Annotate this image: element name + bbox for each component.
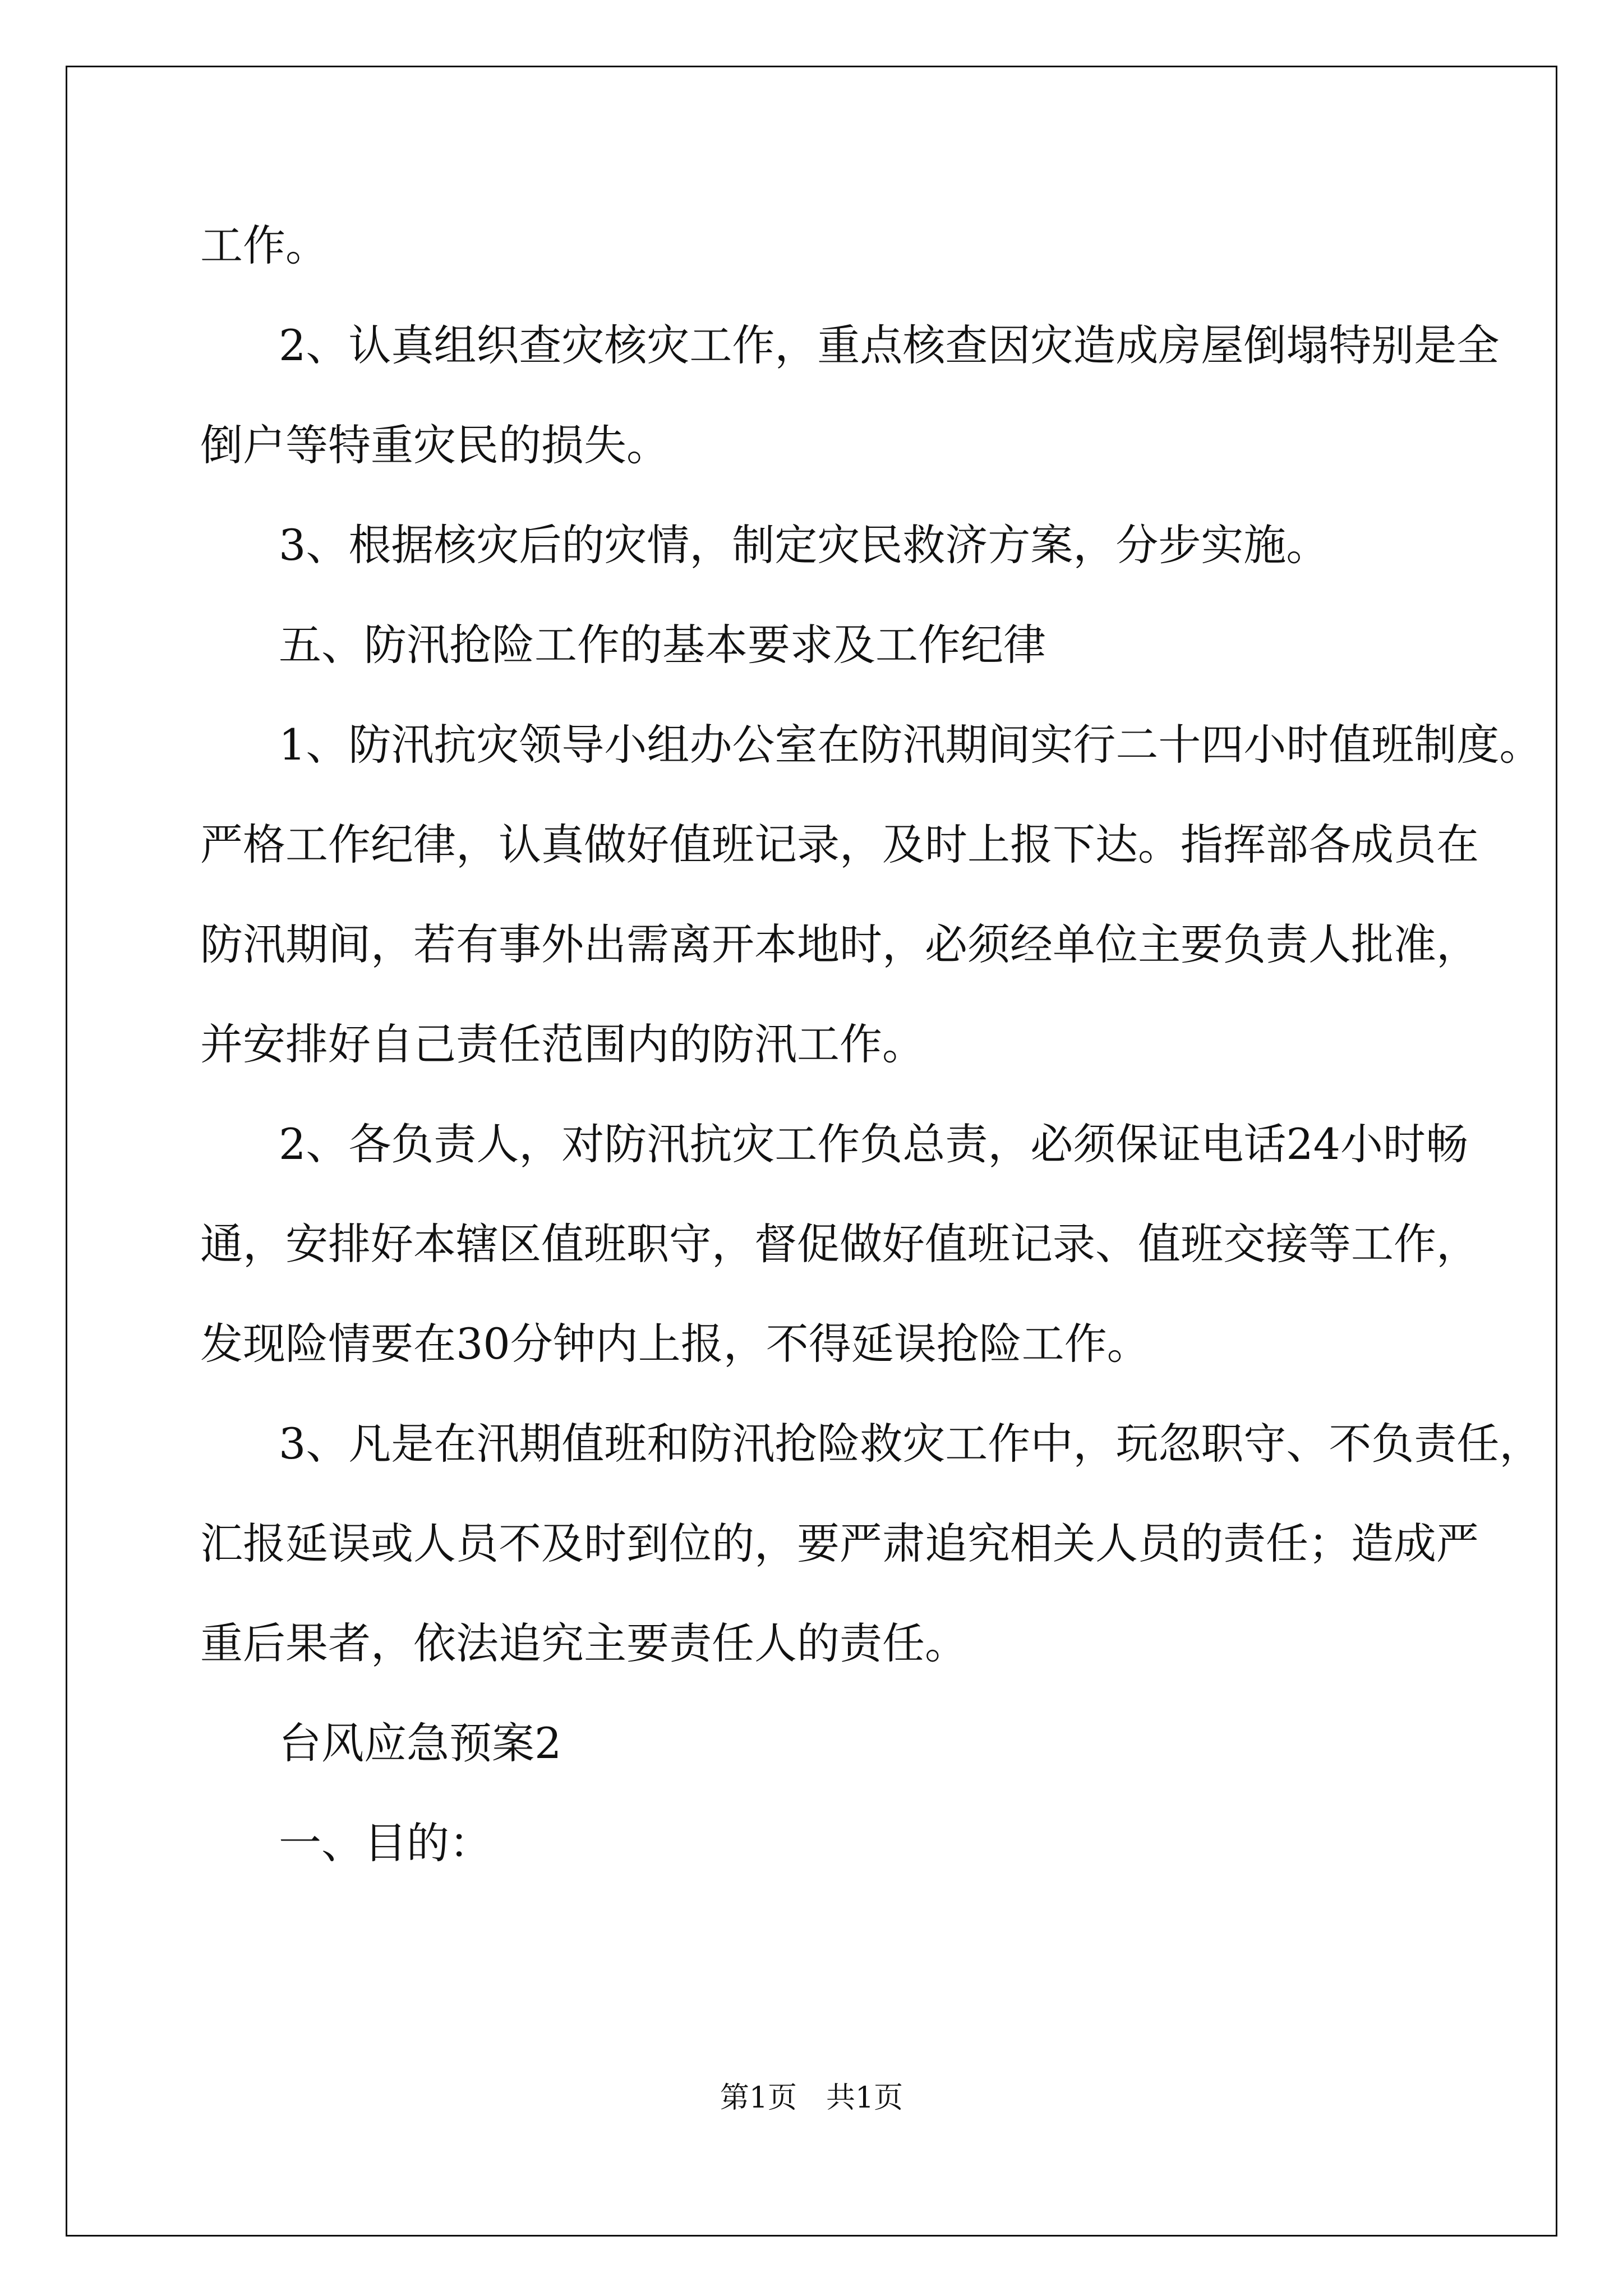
paragraph-line: 2、各负责人，对防汛抗灾工作负总责，必须保证电话24小时畅 bbox=[279, 1119, 1469, 1169]
body-line: 工作。 bbox=[200, 220, 328, 270]
body-line: 倒户等特重灾民的损失。 bbox=[200, 420, 669, 470]
body-line: 通，安排好本辖区值班职守，督促做好值班记录、值班交接等工作， bbox=[200, 1219, 1479, 1269]
body-line: 重后果者，依法追究主要责任人的责任。 bbox=[200, 1618, 967, 1668]
body-line: 汇报延误或人员不及时到位的，要严肃追究相关人员的责任；造成严 bbox=[200, 1519, 1479, 1568]
paragraph-line: 1、防汛抗灾领导小组办公室在防汛期间实行二十四小时值班制度。 bbox=[279, 720, 1542, 770]
section-heading: 五、防汛抢险工作的基本要求及工作纪律 bbox=[279, 620, 1046, 670]
body-line: 并安排好自己责任范围内的防汛工作。 bbox=[200, 1019, 925, 1069]
paragraph-line: 3、根据核灾后的灾情，制定灾民救济方案，分步实施。 bbox=[279, 520, 1329, 570]
document-title: 台风应急预案2 bbox=[279, 1718, 562, 1768]
paragraph-line: 3、凡是在汛期值班和防汛抢险救灾工作中，玩忽职守、不负责任， bbox=[279, 1419, 1542, 1469]
section-heading: 一、目的： bbox=[279, 1818, 492, 1868]
body-line: 防汛期间，若有事外出需离开本地时，必须经单位主要负责人批准， bbox=[200, 919, 1479, 969]
page-footer: 第1页 共1页 bbox=[720, 2081, 903, 2115]
body-line: 严格工作纪律，认真做好值班记录，及时上报下达。指挥部各成员在 bbox=[200, 820, 1479, 869]
paragraph-line: 2、认真组织查灾核灾工作，重点核查因灾造成房屋倒塌特别是全 bbox=[279, 320, 1500, 370]
body-line: 发现险情要在30分钟内上报，不得延误抢险工作。 bbox=[200, 1319, 1150, 1369]
